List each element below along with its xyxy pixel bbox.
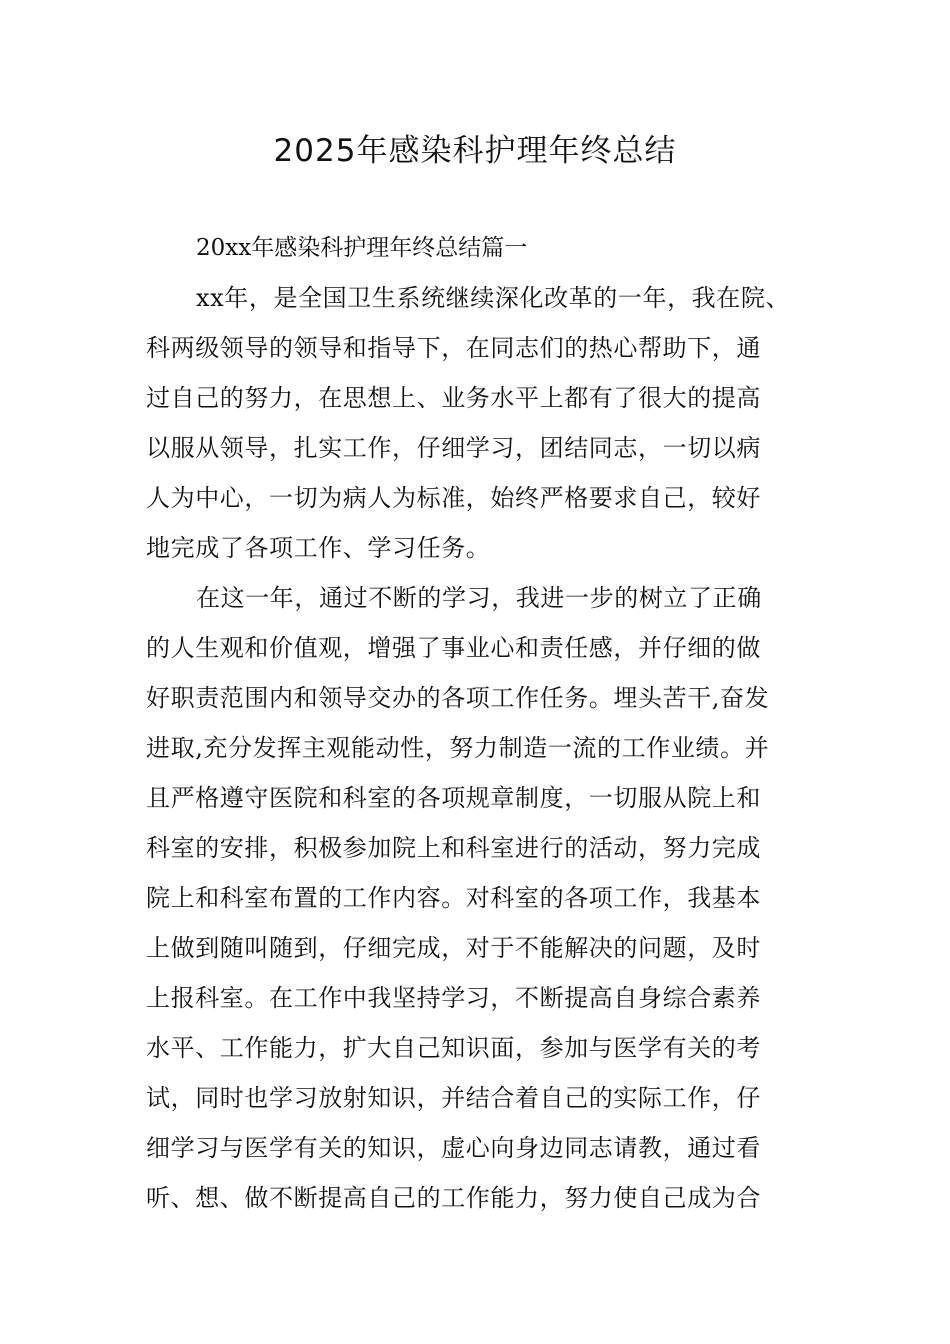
paragraph-2-line-8: 上做到随叫随到，仔细完成，对于不能解决的问题，及时 <box>146 934 761 962</box>
document-title: 2025年感染科护理年终总结 <box>273 133 677 169</box>
paragraph-2-line-4: 进取,充分发挥主观能动性，努力制造一流的工作业绩。并 <box>146 734 770 762</box>
paragraph-2-line-7: 院上和科室布置的工作内容。对科室的各项工作，我基本 <box>146 884 761 912</box>
paragraph-2-line-6: 科室的安排，积极参加院上和科室进行的活动，努力完成 <box>146 834 761 862</box>
section-heading: 20xx年感染科护理年终总结篇一 <box>196 235 528 261</box>
paragraph-2-line-1: 在这一年，通过不断的学习，我进一步的树立了正确 <box>196 584 762 612</box>
paragraph-1-line-3: 过自己的努力，在思想上、业务水平上都有了很大的提高 <box>146 384 761 412</box>
paragraph-2-line-3: 好职责范围内和领导交办的各项工作任务。埋头苦干,奋发 <box>146 684 770 712</box>
paragraph-2-line-10: 水平、工作能力，扩大自己知识面，参加与医学有关的考 <box>146 1034 761 1062</box>
paragraph-2-line-11: 试，同时也学习放射知识，并结合着自己的实际工作，仔 <box>146 1084 761 1112</box>
paragraph-2-line-9: 上报科室。在工作中我坚持学习，不断提高自身综合素养 <box>146 984 761 1012</box>
paragraph-1-line-5: 人为中心，一切为病人为标准，始终严格要求自己，较好 <box>146 484 761 512</box>
paragraph-2-line-2: 的人生观和价值观，增强了事业心和责任感，并仔细的做 <box>146 634 761 662</box>
paragraph-1-line-1: xx年，是全国卫生系统继续深化改革的一年，我在院、 <box>196 284 791 312</box>
paragraph-2-line-12: 细学习与医学有关的知识，虚心向身边同志请教，通过看 <box>146 1134 761 1162</box>
paragraph-2-line-5: 且严格遵守医院和科室的各项规章制度，一切服从院上和 <box>146 784 761 812</box>
paragraph-1-line-4: 以服从领导，扎实工作，仔细学习，团结同志，一切以病 <box>146 434 761 462</box>
paragraph-1-line-6: 地完成了各项工作、学习任务。 <box>146 534 491 562</box>
paragraph-1-line-2: 科两级领导的领导和指导下，在同志们的热心帮助下，通 <box>146 334 761 362</box>
paragraph-2-line-13: 听、想、做不断提高自己的工作能力，努力使自己成为合 <box>146 1184 761 1212</box>
